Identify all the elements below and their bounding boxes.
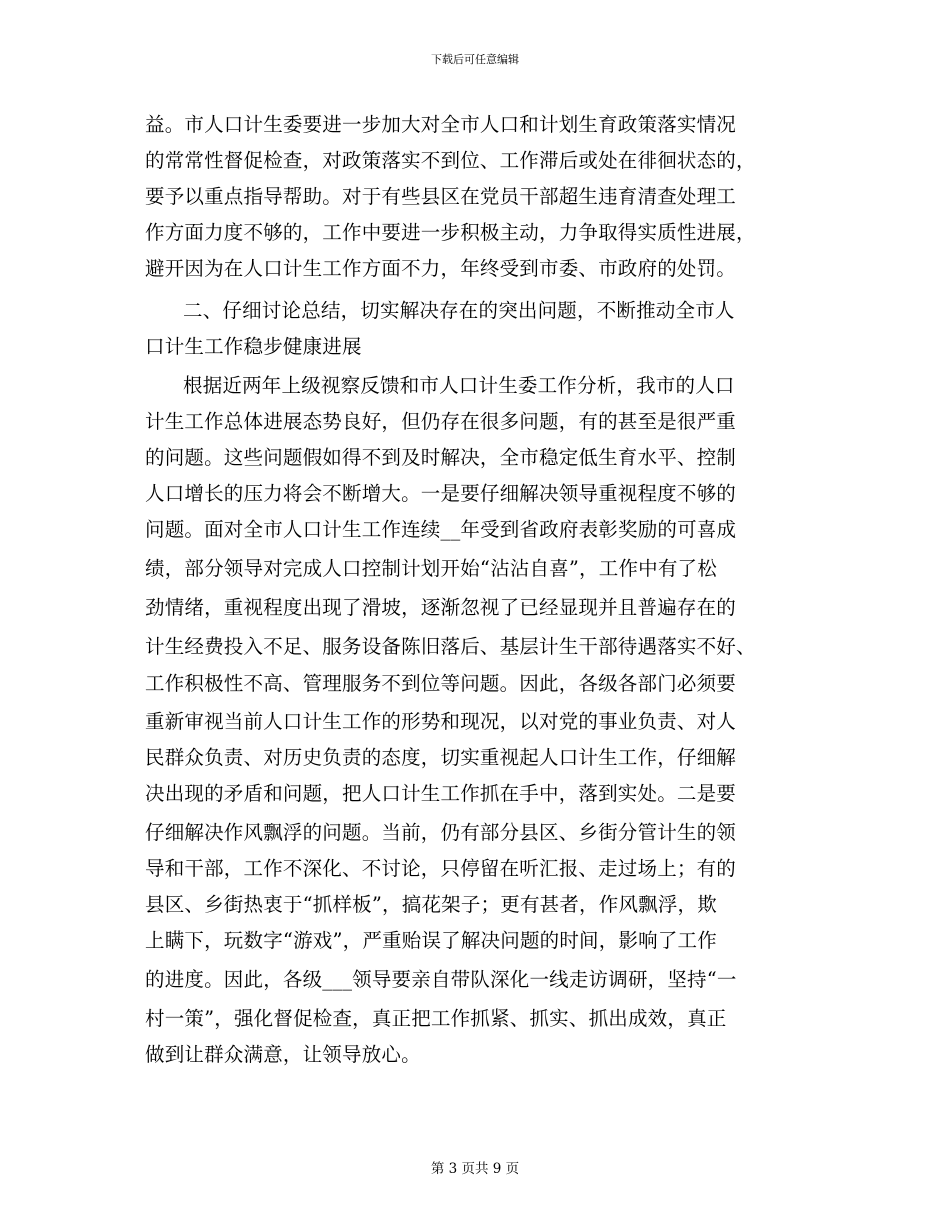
paragraph-line: 问题。面对全市人口计生工作连续__年受到省政府表彰奖励的可喜成: [145, 518, 737, 541]
paragraph-line: 仔细解决作风飘浮的问题。当前，仍有部分县区、乡街分管计生的领: [145, 821, 737, 844]
paragraph-line: 重新审视当前人口计生工作的形势和现况，以对党的事业负责、对人: [145, 710, 737, 733]
paragraph-line: 村一策”，强化督促检查，真正把工作抓紧、抓实、抓出成效，真正: [145, 1007, 727, 1030]
page-number: 第 3 页共 9 页: [430, 1161, 520, 1177]
paragraph-line: 导和干部，工作不深化、不讨论，只停留在听汇报、走过场上；有的: [145, 857, 737, 880]
paragraph-line: 计生经费投入不足、服务设备陈旧落后、基层计生干部待遇落实不好、: [145, 635, 756, 658]
paragraph-line: 益。市人口计生委要进一步加大对全市人口和计划生育政策落实情况: [145, 113, 737, 136]
paragraph-line: 根据近两年上级视察反馈和市人口计生委工作分析，我市的人口: [183, 374, 735, 397]
paragraph-line: 绩，部分领导对完成人口控制计划开始“沾沾自喜”，工作中有了松: [145, 557, 717, 580]
paragraph-line: 计生工作总体进展态势良好，但仍存在很多问题，有的甚至是很严重: [145, 410, 737, 433]
page-header: 下载后可任意编辑: [431, 53, 519, 66]
paragraph-line: 劲情绪，重视程度出现了滑坡，逐渐忽视了已经显现并且普遍存在的: [145, 596, 737, 619]
paragraph-line: 的常常性督促检查，对政策落实不到位、工作滞后或处在徘徊状态的，: [145, 149, 756, 172]
paragraph-line: 决出现的矛盾和问题，把人口计生工作抓在手中，落到实处。二是要: [145, 782, 737, 805]
paragraph-line: 县区、乡街热衷于“抓样板”，搞花架子；更有甚者，作风飘浮，欺: [145, 893, 717, 916]
paragraph-line: 工作积极性不高、管理服务不到位等问题。因此，各级各部门必须要: [145, 672, 737, 695]
paragraph-line: 的问题。这些问题假如得不到及时解决，全市稳定低生育水平、控制: [145, 446, 737, 469]
paragraph-line: 做到让群众满意，让领导放心。: [145, 1043, 421, 1066]
section-heading-line: 二、仔细讨论总结，切实解决存在的突出问题，不断推动全市人: [183, 299, 735, 322]
paragraph-line: 民群众负责、对历史负责的态度，切实重视起人口计生工作，仔细解: [145, 746, 737, 769]
paragraph-line: 人口增长的压力将会不断增大。一是要仔细解决领导重视程度不够的: [145, 482, 737, 505]
paragraph-line: 避开因为在人口计生工作方面不力，年终受到市委、市政府的处罚。: [145, 257, 737, 280]
paragraph-line: 上瞒下，玩数字“游戏”，严重贻误了解决问题的时间，影响了工作: [145, 929, 717, 952]
section-heading-line: 口计生工作稳步健康进展: [145, 335, 362, 358]
paragraph-line: 作方面力度不够的，工作中要进一步积极主动，力争取得实质性进展，: [145, 221, 756, 244]
paragraph-line: 的进度。因此，各级___领导要亲自带队深化一线走访调研，坚持“一: [145, 968, 737, 991]
paragraph-line: 要予以重点指导帮助。对于有些县区在党员干部超生违育清查处理工: [145, 185, 737, 208]
